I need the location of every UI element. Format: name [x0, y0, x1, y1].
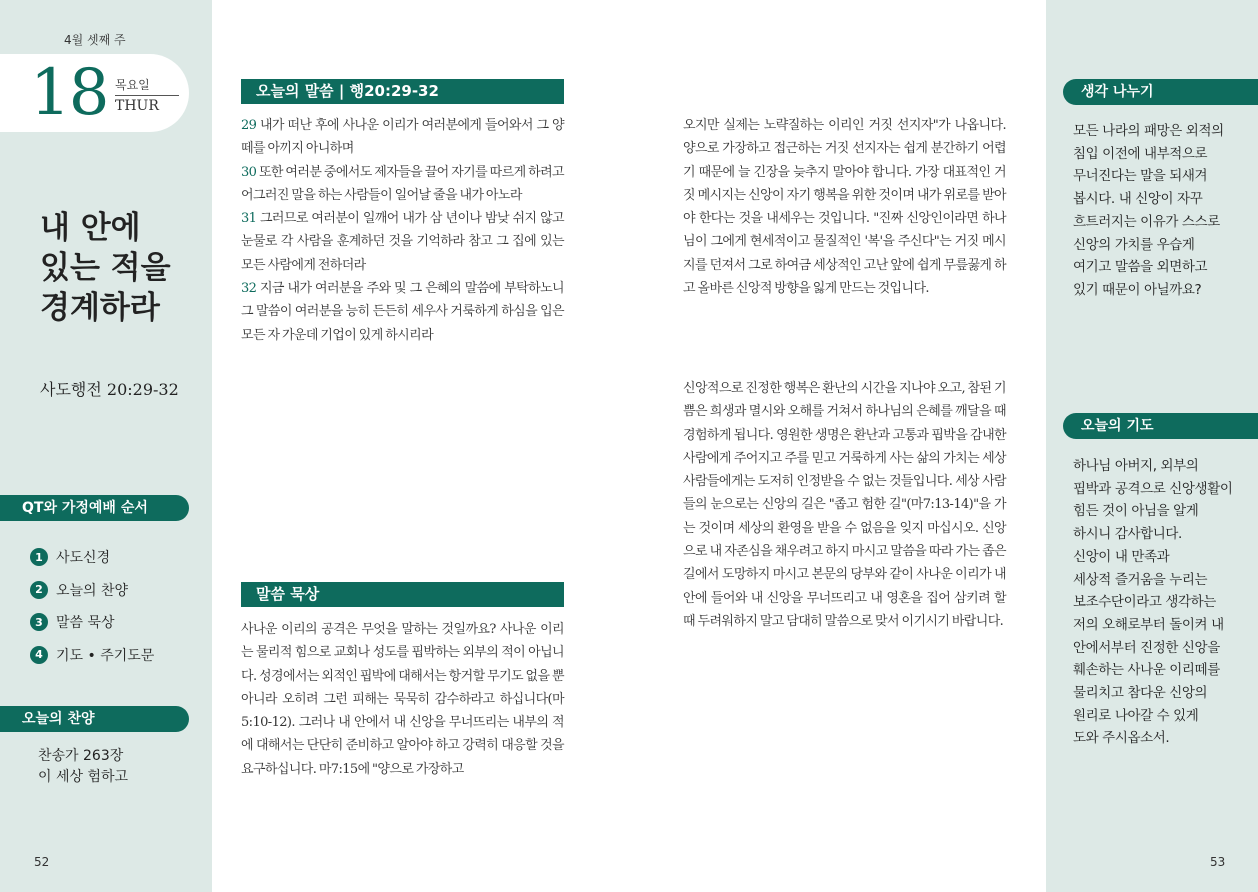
order-item-label: 사도신경 [56, 550, 111, 567]
order-item [30, 606, 154, 639]
order-item-label: 기도 • 주기도문 [56, 647, 155, 664]
title-line: 있는 적을 [40, 250, 171, 286]
prayer-text [1073, 455, 1253, 750]
share-line: 모든 나라의 패망은 외적의 [1073, 123, 1224, 139]
scripture-reference: 사도행전 20:29-32 [40, 380, 179, 399]
weekday-english: THUR [115, 98, 159, 114]
page-number-right: 53 [1210, 855, 1226, 869]
number-badge-2: 2 [30, 581, 48, 599]
order-item-label: 오늘의 찬양 [56, 582, 129, 599]
share-line: 여기고 말씀을 외면하고 [1073, 259, 1208, 276]
week-label: 4월 셋째 주 [64, 33, 126, 47]
order-item-label: 말씀 묵상 [56, 615, 115, 632]
prayer-line: 하나님 아버지, 외부의 [1073, 458, 1199, 474]
share-line: 침입 이전에 내부적으로 [1073, 145, 1208, 162]
order-item [30, 574, 154, 607]
hymn-title: 이 세상 험하고 [38, 769, 129, 785]
verse-text: 또한 여러분 중에서도 제자들을 끌어 자기를 따르게 하려고 어그러진 말을 하는 사람들이 일어날 줄을 내가 아노라 [241, 164, 564, 203]
prayer-line: 신앙이 내 만족과 [1073, 548, 1170, 565]
verse-number: 31 [241, 211, 257, 227]
title-line: 경계하라 [40, 290, 160, 326]
scripture-text [241, 114, 564, 347]
meditation-text-col1: 사나운 이리의 공격은 무엇을 말하는 것일까요? 사나운 이리는 물리적 힘으로 교회나 성도를 핍박하는 외부의 적이 아닙니다. 성경에서는 외적인 핍박에 대해서는 항거할 무기도 없을 뿐 아니라 오히려 그런 피해는 묵묵히 감수하라고 하십니다(마5:10-12). 그러나 내 안에서 내 신앙을 무너뜨리는 내부의 적에 대해서는 단단히 준비하고 알아야 하고 강력히 대응할 것을 요구하십니다. 마7:15에 "양으로 가장하고 [241, 622, 564, 777]
order-section-title: QT와 가정예배 순서 [0, 495, 189, 521]
todays-word-header: 오늘의 말씀 | 행20:29-32 [241, 79, 564, 104]
share-text [1073, 120, 1253, 302]
meditation-text-col2-p1: 오지만 실제는 노략질하는 이리인 거짓 선지자"가 나옵니다. 양으로 가장하고 접근하는 거짓 선지자는 쉽게 분간하기 어렵기 때문에 늘 긴장을 늦추지 말아야 합니다. 가장 대표적인 거짓 메시지는 신앙이 자기 행복을 위한 것이며 내가 위로를 받아야 한다는 것을 내세우는 것입니다. "진짜 신앙인이라면 하나님이 그에게 현세적이고 물질적인 '복'을 주신다"는 거짓 메시지를 던져서 그로 하여금 세상적인 고난 앞에 쉽게 무릎꿇게 하고 올바른 신앙적 방향을 잃게 만드는 것입니다. [683, 118, 1006, 297]
weekday-korean: 목요일 [115, 78, 150, 92]
day-number: 18 [30, 56, 108, 130]
prayer-line: 세상적 즐거움을 누리는 [1073, 571, 1208, 588]
verse-number: 30 [241, 164, 257, 180]
date-divider [115, 95, 179, 96]
order-item [30, 639, 154, 672]
share-line: 있기 때문이 아닐까요? [1073, 281, 1202, 298]
share-line: 봅시다. 내 신앙이 자꾸 [1073, 191, 1203, 208]
title-line: 내 안에 [40, 210, 141, 246]
prayer-line: 훼손하는 사나운 이리떼를 [1073, 662, 1220, 679]
order-item [30, 541, 154, 574]
prayer-line: 물리치고 참다운 신앙의 [1073, 685, 1208, 702]
number-badge-3: 3 [30, 613, 48, 631]
share-line: 신앙의 가치를 우습게 [1073, 236, 1195, 253]
hymn-number: 찬송가 263장 [38, 748, 124, 764]
prayer-line: 원리로 나아갈 수 있게 [1073, 707, 1199, 724]
page-title [40, 208, 171, 328]
verse-text: 지금 내가 여러분을 주와 및 그 은혜의 말씀에 부탁하노니 그 말씀이 여러분을 능히 든든히 세우사 거룩하게 하심을 입은 모든 자 가운데 기업이 있게 하시리라 [241, 281, 564, 343]
share-line: 무너진다는 말을 되새겨 [1073, 168, 1208, 185]
meditation-header: 말씀 묵상 [241, 582, 564, 607]
prayer-line: 보조수단이라고 생각하는 [1073, 594, 1216, 611]
prayer-line: 하시니 감사합니다. [1073, 526, 1182, 543]
prayer-line: 도와 주시옵소서. [1073, 730, 1170, 747]
number-badge-1: 1 [30, 548, 48, 566]
prayer-line: 핍박과 공격으로 신앙생활이 [1073, 480, 1233, 497]
prayer-line: 힘든 것이 아님을 알게 [1073, 503, 1199, 520]
hymn-section-title: 오늘의 찬양 [0, 706, 189, 732]
verse-number: 29 [241, 118, 257, 133]
page-number-left: 52 [34, 855, 50, 869]
prayer-line: 안에서부터 진정한 신앙을 [1073, 639, 1220, 656]
verse-text: 내가 떠난 후에 사나운 이리가 여러분에게 들어와서 그 양 떼를 아끼지 아니하며 [241, 118, 564, 157]
share-line: 흐트러지는 이유가 스스로 [1073, 213, 1220, 230]
prayer-header: 오늘의 기도 [1063, 413, 1258, 439]
prayer-line: 저의 오해로부터 돌이켜 내 [1073, 616, 1224, 633]
order-list [30, 541, 154, 671]
share-header: 생각 나누기 [1063, 79, 1258, 105]
verse-number: 32 [241, 281, 257, 297]
number-badge-4: 4 [30, 646, 48, 664]
meditation-text-col2-p2: 신앙적으로 진정한 행복은 환난의 시간을 지나야 오고, 참된 기쁨은 희생과 멸시와 오해를 거쳐서 하나님의 은혜를 깨달을 때 경험하게 됩니다. 영원한 생명은 환난과 고통과 핍박을 감내한 사람에게 주어지고 주를 믿고 거룩하게 사는 삶의 가치는 세상 사람들에게는 도저히 인정받을 수 없는 것들입니다. 세상 사람들의 눈으로는 신앙의 길은 "좁고 험한 길"(마7:13-14)"을 가는 것이며 세상의 환영을 받을 수 없음을 잊지 마십시오. 신앙으로 내 자존심을 채우려고 하지 마시고 말씀을 따라 가는 좁은 길에서 도망하지 마시고 본문의 당부와 같이 사나운 이리가 내 안에 들어와 내 신앙을 무너뜨리고 내 영혼을 집어 삼키려 할 때 두려워하지 말고 담대히 말씀으로 맞서 이기시기 바랍니다. [683, 381, 1006, 629]
verse-text: 그러므로 여러분이 일깨어 내가 삼 년이나 밤낮 쉬지 않고 눈물로 각 사람을 훈계하던 것을 기억하라 참고 그 집에 있는 모든 사람에게 전하더라 [241, 211, 564, 273]
